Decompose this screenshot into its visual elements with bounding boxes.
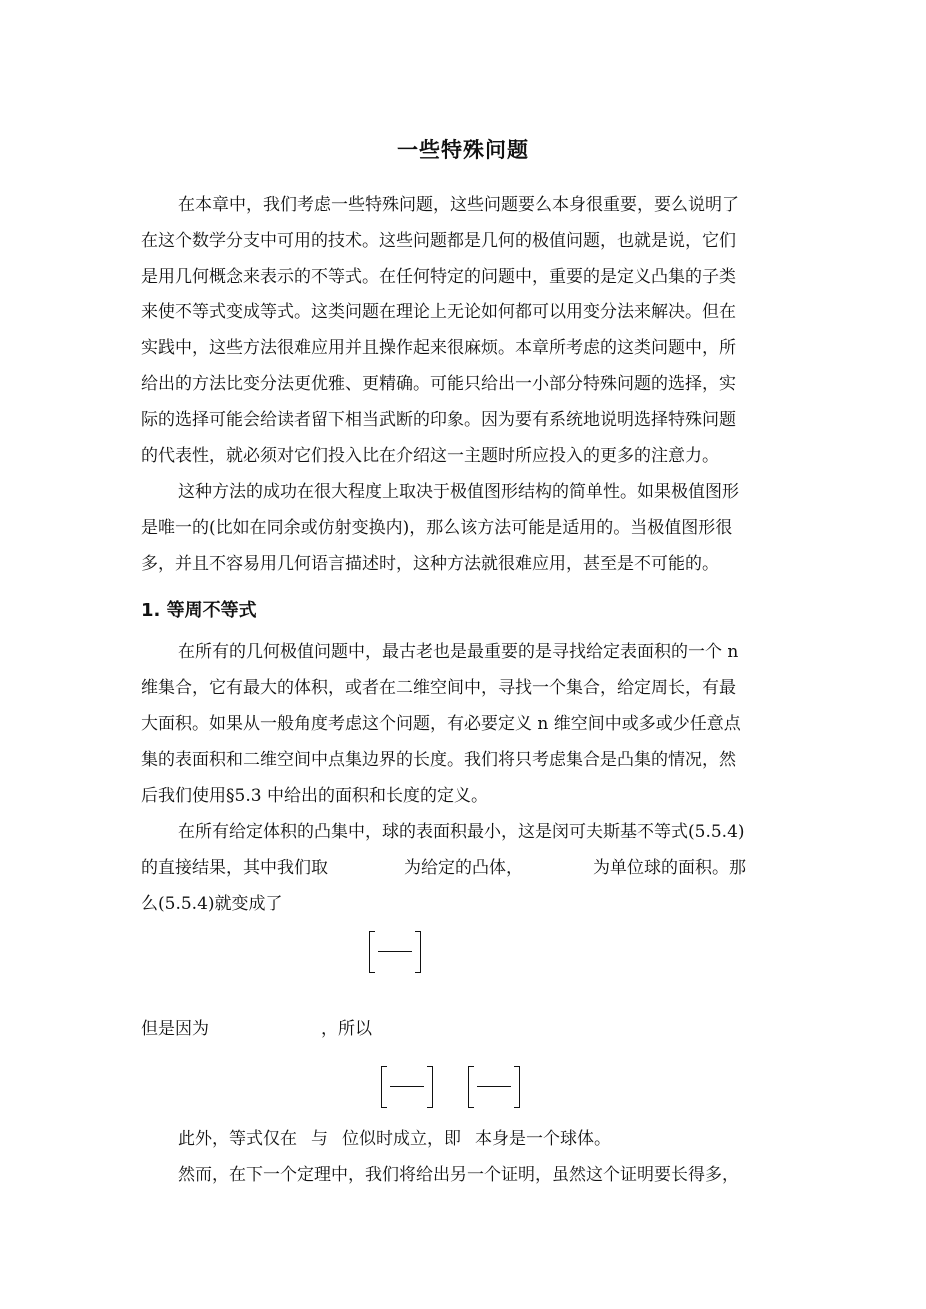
section-heading: 1. 等周不等式: [141, 600, 257, 621]
intro-p1-line-5: 实践中，这些方法很难应用并且操作起来很麻烦。本章所考虑的这类问题中，所: [141, 338, 736, 358]
section-p1-line-4: 集的表面积和二维空间中点集边界的长度。我们将只考虑集合是凸集的情况，然: [141, 750, 736, 770]
intro-p1-line-2: 在这个数学分支中可用的技术。这些问题都是几何的极值问题，也就是说，它们: [141, 231, 736, 251]
formula-bracket-fraction-left: [381, 1066, 433, 1108]
formula-bracket-fraction-right: [468, 1066, 520, 1108]
section-p2-line-2-part-a: 的直接结果，其中我们取: [141, 858, 328, 878]
fraction-bar: [477, 1086, 511, 1087]
intro-p1-line-8: 的代表性，就必须对它们投入比在介绍这一主题时所应投入的更多的注意力。: [141, 446, 719, 466]
moreover-part-b: 与: [311, 1129, 328, 1149]
section-p2-line-2-part-b: 为给定的凸体，: [404, 858, 523, 878]
intro-p2-line-2: 是唯一的(比如在同余或仿射变换内)，那么该方法可能是适用的。当极值图形很: [141, 518, 733, 538]
intro-p1-line-7: 际的选择可能会给读者留下相当武断的印象。因为要有系统地说明选择特殊问题: [141, 410, 736, 430]
but-line: [141, 1014, 372, 1044]
section-p2-line-3: 么(5.5.4)就变成了: [141, 894, 283, 914]
section-p2-line-2-part-c: 为单位球的面积。那: [593, 858, 746, 878]
intro-p1-line-3: 是用几何概念来表示的不等式。在任何特定的问题中，重要的是定义凸集的子类: [141, 267, 736, 287]
intro-p1-line-4: 来使不等式变成等式。这类问题在理论上无论如何都可以用变分法来解决。但在: [141, 302, 736, 322]
section-p2-line-1: 在所有给定体积的凸集中，球的表面积最小，这是闵可夫斯基不等式(5.5.4): [178, 822, 745, 842]
intro-p2-line-1: 这种方法的成功在很大程度上取决于极值图形结构的简单性。如果极值图形: [178, 482, 739, 502]
formula-bracket-fraction: [369, 931, 421, 973]
moreover-part-d: 本身是一个球体。: [475, 1129, 611, 1149]
fraction-bar: [378, 951, 412, 952]
page-title: 一些特殊问题: [397, 138, 529, 162]
moreover-line: [178, 1124, 611, 1154]
section-p1-line-1: 在所有的几何极值问题中，最古老也是最重要的是寻找给定表面积的一个 n: [178, 642, 739, 662]
moreover-part-c: 位似时成立，即: [342, 1129, 461, 1149]
right-bracket: [514, 1066, 520, 1108]
intro-p1-line-6: 给出的方法比变分法更优雅、更精确。可能只给出一小部分特殊问题的选择，实: [141, 374, 736, 394]
right-bracket: [415, 931, 421, 973]
but-line-part-a: 但是因为: [141, 1019, 209, 1039]
section-p1-line-3: 大面积。如果从一般角度考虑这个问题，有必要定义 n 维空间中或多或少任意点: [141, 714, 741, 734]
section-p2-line-2: [141, 853, 746, 883]
fraction-bar: [390, 1086, 424, 1087]
intro-p1-line-1: 在本章中，我们考虑一些特殊问题，这些问题要么本身很重要，要么说明了: [178, 195, 739, 215]
but-line-part-b: ，所以: [321, 1019, 372, 1039]
intro-p2-line-3: 多，并且不容易用几何语言描述时，这种方法就很难应用，甚至是不可能的。: [141, 554, 719, 574]
moreover-part-a: 此外，等式仅在: [178, 1129, 297, 1149]
left-bracket: [468, 1066, 474, 1108]
section-p1-line-5: 后我们使用§5.3 中给出的面积和长度的定义。: [141, 786, 488, 806]
right-bracket: [427, 1066, 433, 1108]
left-bracket: [369, 931, 375, 973]
however-line: 然而，在下一个定理中，我们将给出另一个证明，虽然这个证明要长得多，: [178, 1165, 739, 1185]
left-bracket: [381, 1066, 387, 1108]
section-p1-line-2: 维集合，它有最大的体积，或者在二维空间中，寻找一个集合，给定周长，有最: [141, 678, 736, 698]
